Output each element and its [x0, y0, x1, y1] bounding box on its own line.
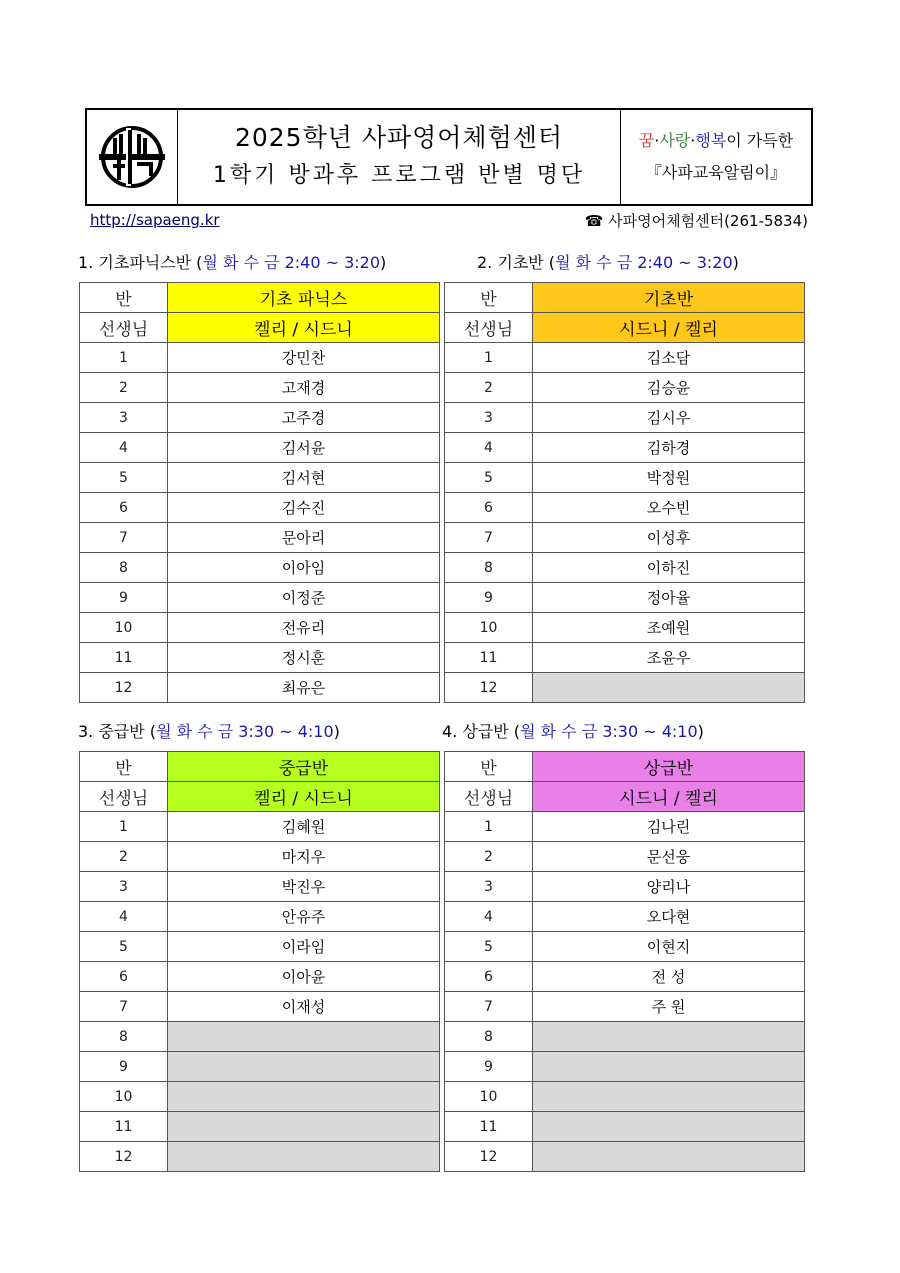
student-name: 조윤우 [533, 643, 805, 673]
table-row [445, 493, 805, 523]
row-number: 8 [80, 1022, 168, 1052]
class-label: 반 [445, 752, 533, 782]
student-name: 김혜원 [168, 812, 440, 842]
section-title-3 [78, 719, 340, 742]
table-row [80, 433, 440, 463]
student-name: 이현지 [533, 932, 805, 962]
row-number: 1 [80, 343, 168, 373]
table-header-row [445, 283, 805, 313]
table-row [445, 463, 805, 493]
class-name: 기초반 [533, 283, 805, 313]
table-row [445, 553, 805, 583]
section-schedule: 월 화 수 금 2:40 ~ 3:20 [202, 253, 381, 272]
empty-slot [168, 1112, 440, 1142]
section-prefix: 1. 기초파닉스반 ( [78, 253, 203, 272]
table-row [80, 872, 440, 902]
table-row [80, 403, 440, 433]
table-row [445, 962, 805, 992]
row-number: 3 [80, 403, 168, 433]
empty-slot [168, 1052, 440, 1082]
row-number: 6 [445, 962, 533, 992]
row-number: 6 [80, 493, 168, 523]
table-row [445, 343, 805, 373]
student-name: 김수진 [168, 493, 440, 523]
table-row [445, 932, 805, 962]
class-name: 중급반 [168, 752, 440, 782]
row-number: 9 [445, 583, 533, 613]
row-number: 1 [445, 812, 533, 842]
row-number: 6 [80, 962, 168, 992]
student-name: 김나린 [533, 812, 805, 842]
phone-contact: ☎ 사파영어체험센터(261-5834) [584, 212, 808, 230]
table-row [80, 343, 440, 373]
student-name: 전유리 [168, 613, 440, 643]
table-row [80, 493, 440, 523]
table-row [80, 523, 440, 553]
roster-table-basic-phonics [79, 282, 440, 703]
row-number: 2 [80, 373, 168, 403]
slogan-separator: · [690, 131, 696, 150]
row-number: 2 [445, 373, 533, 403]
table-header-row [80, 283, 440, 313]
school-logo [87, 110, 178, 204]
student-name: 김소담 [533, 343, 805, 373]
teacher-row [80, 782, 440, 812]
student-name: 마지우 [168, 842, 440, 872]
student-name: 이재성 [168, 992, 440, 1022]
row-number: 11 [80, 1112, 168, 1142]
row-number: 8 [445, 553, 533, 583]
row-number: 4 [445, 902, 533, 932]
slogan-line1 [639, 128, 793, 154]
row-number: 4 [80, 433, 168, 463]
section-schedule: 월 화 수 금 2:40 ~ 3:20 [555, 253, 733, 272]
header-title-cell [178, 110, 621, 204]
class-label: 반 [445, 283, 533, 313]
table-row [80, 1112, 440, 1142]
teacher-row [445, 782, 805, 812]
row-number: 8 [445, 1022, 533, 1052]
student-name: 최유은 [168, 673, 440, 703]
student-name: 김하경 [533, 433, 805, 463]
row-number: 10 [80, 1082, 168, 1112]
row-number: 2 [445, 842, 533, 872]
table-row [445, 992, 805, 1022]
slogan-word-dream: 꿈 [638, 131, 655, 150]
table-row [80, 992, 440, 1022]
teacher-names: 켈리 / 시드니 [168, 782, 440, 812]
student-name: 이성후 [533, 523, 805, 553]
student-name: 이정준 [168, 583, 440, 613]
row-number: 12 [445, 673, 533, 703]
table-row [445, 373, 805, 403]
section-title-2 [477, 250, 739, 273]
table-row [445, 613, 805, 643]
row-number: 5 [445, 463, 533, 493]
table-row [445, 673, 805, 703]
student-name: 오수빈 [533, 493, 805, 523]
row-number: 7 [80, 523, 168, 553]
empty-slot [533, 673, 805, 703]
row-number: 7 [445, 992, 533, 1022]
table-row [445, 842, 805, 872]
section-title-4 [442, 719, 704, 742]
student-name: 이하진 [533, 553, 805, 583]
table-row [445, 433, 805, 463]
row-number: 10 [445, 613, 533, 643]
table-row [80, 673, 440, 703]
student-name: 안유주 [168, 902, 440, 932]
row-number: 5 [80, 463, 168, 493]
table-row [445, 523, 805, 553]
student-name: 오다현 [533, 902, 805, 932]
slogan-cell [621, 110, 811, 204]
empty-slot [533, 1082, 805, 1112]
section-title-1 [78, 250, 386, 273]
table-row [445, 643, 805, 673]
header-subtitle: 1학기 방과후 프로그램 반별 명단 [212, 163, 586, 188]
table-row [445, 1142, 805, 1172]
row-number: 4 [80, 902, 168, 932]
row-number: 3 [445, 403, 533, 433]
table-row [80, 1052, 440, 1082]
student-name: 고재경 [168, 373, 440, 403]
teacher-names: 켈리 / 시드니 [168, 313, 440, 343]
teacher-label: 선생님 [445, 782, 533, 812]
row-number: 11 [445, 1112, 533, 1142]
row-number: 12 [445, 1142, 533, 1172]
section-schedule: 월 화 수 금 3:30 ~ 4:10 [520, 722, 698, 741]
row-number: 11 [80, 643, 168, 673]
student-name: 김승윤 [533, 373, 805, 403]
student-name: 문선웅 [533, 842, 805, 872]
table-row [80, 1022, 440, 1052]
empty-slot [533, 1142, 805, 1172]
row-number: 5 [445, 932, 533, 962]
slogan-line2: 『사파교육알림이』 [645, 163, 787, 182]
student-name: 이아윤 [168, 962, 440, 992]
section-suffix: ) [380, 253, 387, 272]
row-number: 3 [445, 872, 533, 902]
table-row [445, 812, 805, 842]
slogan-word-love: 사랑 [659, 131, 691, 150]
section-schedule: 월 화 수 금 3:30 ~ 4:10 [156, 722, 334, 741]
row-number: 11 [445, 643, 533, 673]
table-row [80, 613, 440, 643]
table-row [445, 902, 805, 932]
table-row [80, 463, 440, 493]
table-row [80, 842, 440, 872]
website-link[interactable]: http://sapaeng.kr [90, 211, 220, 229]
empty-slot [168, 1022, 440, 1052]
student-name: 박진우 [168, 872, 440, 902]
row-number: 1 [445, 343, 533, 373]
teacher-row [445, 313, 805, 343]
row-number: 7 [80, 992, 168, 1022]
row-number: 9 [445, 1052, 533, 1082]
table-row [80, 553, 440, 583]
roster-table-basic [444, 282, 805, 703]
student-name: 이라임 [168, 932, 440, 962]
teacher-row [80, 313, 440, 343]
teacher-names: 시드니 / 켈리 [533, 782, 805, 812]
student-name: 강민찬 [168, 343, 440, 373]
section-prefix: 4. 상급반 ( [442, 722, 521, 741]
student-name: 김시우 [533, 403, 805, 433]
empty-slot [168, 1082, 440, 1112]
roster-table-intermediate [79, 751, 440, 1172]
row-number: 6 [445, 493, 533, 523]
row-number: 7 [445, 523, 533, 553]
class-name: 상급반 [533, 752, 805, 782]
student-name: 김서윤 [168, 433, 440, 463]
student-name: 주 원 [533, 992, 805, 1022]
teacher-names: 시드니 / 켈리 [533, 313, 805, 343]
table-header-row [445, 752, 805, 782]
row-number: 3 [80, 872, 168, 902]
table-row [80, 1082, 440, 1112]
table-row [445, 403, 805, 433]
class-label: 반 [80, 752, 168, 782]
table-header-row [80, 752, 440, 782]
class-label: 반 [80, 283, 168, 313]
header-box [85, 108, 813, 206]
logo-emblem-icon [99, 124, 165, 190]
roster-table-advanced [444, 751, 805, 1172]
table-row [445, 1022, 805, 1052]
header-title: 2025학년 사파영어체험센터 [234, 123, 564, 152]
table-row [80, 583, 440, 613]
row-number: 4 [445, 433, 533, 463]
section-suffix: ) [333, 722, 340, 741]
section-suffix: ) [697, 722, 704, 741]
section-suffix: ) [732, 253, 739, 272]
table-row [445, 872, 805, 902]
student-name: 고주경 [168, 403, 440, 433]
table-row [445, 1112, 805, 1142]
row-number: 5 [80, 932, 168, 962]
student-name: 전 성 [533, 962, 805, 992]
table-row [80, 643, 440, 673]
student-name: 조예원 [533, 613, 805, 643]
row-number: 1 [80, 812, 168, 842]
empty-slot [533, 1052, 805, 1082]
table-row [445, 1052, 805, 1082]
empty-slot [533, 1022, 805, 1052]
row-number: 9 [80, 1052, 168, 1082]
row-number: 10 [80, 613, 168, 643]
slogan-separator: · [654, 131, 660, 150]
teacher-label: 선생님 [80, 782, 168, 812]
table-row [445, 1082, 805, 1112]
class-name: 기초 파닉스 [168, 283, 440, 313]
student-name: 정시훈 [168, 643, 440, 673]
empty-slot [533, 1112, 805, 1142]
teacher-label: 선생님 [445, 313, 533, 343]
row-number: 9 [80, 583, 168, 613]
student-name: 이아임 [168, 553, 440, 583]
table-row [80, 902, 440, 932]
student-name: 정아율 [533, 583, 805, 613]
table-row [80, 1142, 440, 1172]
table-row [80, 962, 440, 992]
table-row [445, 583, 805, 613]
table-row [80, 812, 440, 842]
row-number: 8 [80, 553, 168, 583]
slogan-word-happiness: 행복 [695, 131, 727, 150]
student-name: 박정원 [533, 463, 805, 493]
teacher-label: 선생님 [80, 313, 168, 343]
empty-slot [168, 1142, 440, 1172]
section-prefix: 2. 기초반 ( [477, 253, 556, 272]
row-number: 12 [80, 1142, 168, 1172]
row-number: 2 [80, 842, 168, 872]
row-number: 12 [80, 673, 168, 703]
student-name: 양리나 [533, 872, 805, 902]
row-number: 10 [445, 1082, 533, 1112]
student-name: 문아리 [168, 523, 440, 553]
student-name: 김서현 [168, 463, 440, 493]
section-prefix: 3. 중급반 ( [78, 722, 157, 741]
slogan-rest: 이 가득한 [726, 131, 794, 150]
table-row [80, 932, 440, 962]
table-row [80, 373, 440, 403]
